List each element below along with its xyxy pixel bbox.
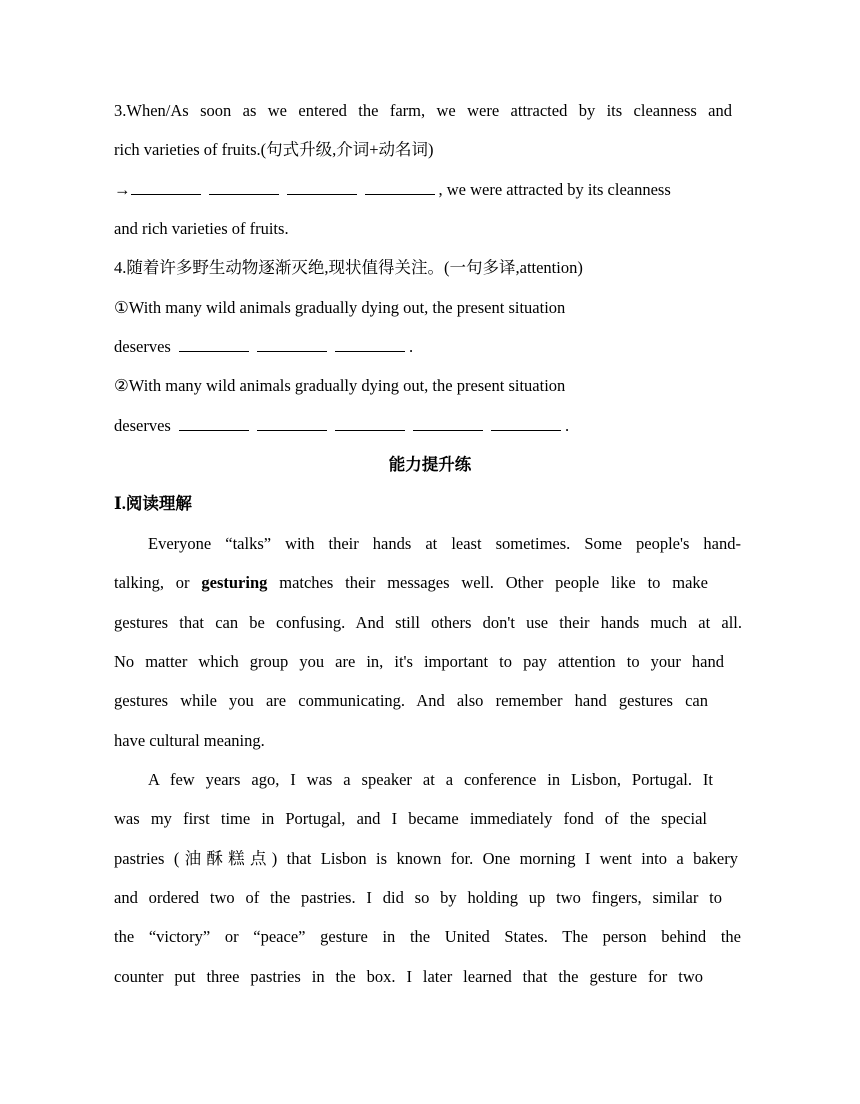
passage-line: A few years ago, I was a speaker at a conference in Lisbon, Portugal. It: [148, 770, 713, 789]
passage-line: was my first time in Portugal, and I became immediately fond of the special: [114, 809, 707, 828]
exercise3-line2: rich varieties of fruits.(句式升级,介词+动名词): [114, 140, 434, 159]
section-title: 能力提升练: [388, 455, 472, 474]
answer-blank[interactable]: [335, 337, 405, 352]
exercise3-line3-tail: , we were attracted by its cleanness: [438, 180, 671, 199]
deserves-label: deserves: [114, 416, 171, 435]
exercise4-a-line1: ①With many wild animals gradually dying out, the present situation: [114, 298, 566, 317]
period: .: [408, 337, 414, 356]
bold-term: gesturing: [201, 573, 268, 592]
exercise4-b-answer-line: [114, 416, 569, 436]
passage-line: and ordered two of the pastries. I did so by holding up two fingers, similar to: [114, 888, 722, 907]
exercise4-a-answer-line: [114, 337, 413, 357]
answer-blank[interactable]: [209, 180, 279, 195]
answer-blank[interactable]: [491, 416, 561, 431]
answer-blank[interactable]: [287, 180, 357, 195]
passage-line: Everyone “talks” with their hands at least sometimes. Some people's hand-: [148, 534, 741, 553]
answer-blank[interactable]: [257, 416, 327, 431]
passage-line: pastries (油酥糕点) that Lisbon is known for. One morning I went into a bakery: [114, 849, 738, 868]
answer-blank[interactable]: [131, 180, 201, 195]
passage-line: the “victory” or “peace” gesture in the United States. The person behind the: [114, 927, 741, 946]
passage-line: gestures that can be confusing. And still others don't use their hands much at all.: [114, 613, 742, 632]
answer-blank[interactable]: [335, 416, 405, 431]
arrow-icon: →: [114, 180, 131, 199]
deserves-label: deserves: [114, 337, 171, 356]
passage-text: matches their messages well. Other people like to make: [267, 573, 708, 592]
passage-line: counter put three pastries in the box. I later learned that the gesture for two: [114, 967, 703, 986]
answer-blank[interactable]: [257, 337, 327, 352]
exercise3-answer-line: [114, 180, 671, 200]
exercise3-line1: 3.When/As soon as we entered the farm, we were attracted by its cleanness and: [114, 101, 732, 120]
exercise4-prompt: 4.随着许多野生动物逐渐灭绝,现状值得关注。(一句多译,attention): [114, 258, 583, 277]
answer-blank[interactable]: [179, 337, 249, 352]
passage-line: [114, 573, 708, 593]
exercise3-line4: and rich varieties of fruits.: [114, 219, 289, 238]
passage-line: No matter which group you are in, it's important to pay attention to your hand: [114, 652, 724, 671]
passage-text: talking, or: [114, 573, 202, 592]
passage-line: gestures while you are communicating. And also remember hand gestures can: [114, 691, 708, 710]
answer-blank[interactable]: [413, 416, 483, 431]
period: .: [564, 416, 570, 435]
subsection-title: Ⅰ.阅读理解: [114, 494, 192, 513]
answer-blank[interactable]: [365, 180, 435, 195]
answer-blank[interactable]: [179, 416, 249, 431]
passage-line: have cultural meaning.: [114, 731, 265, 750]
exercise4-b-line1: ②With many wild animals gradually dying out, the present situation: [114, 376, 566, 395]
